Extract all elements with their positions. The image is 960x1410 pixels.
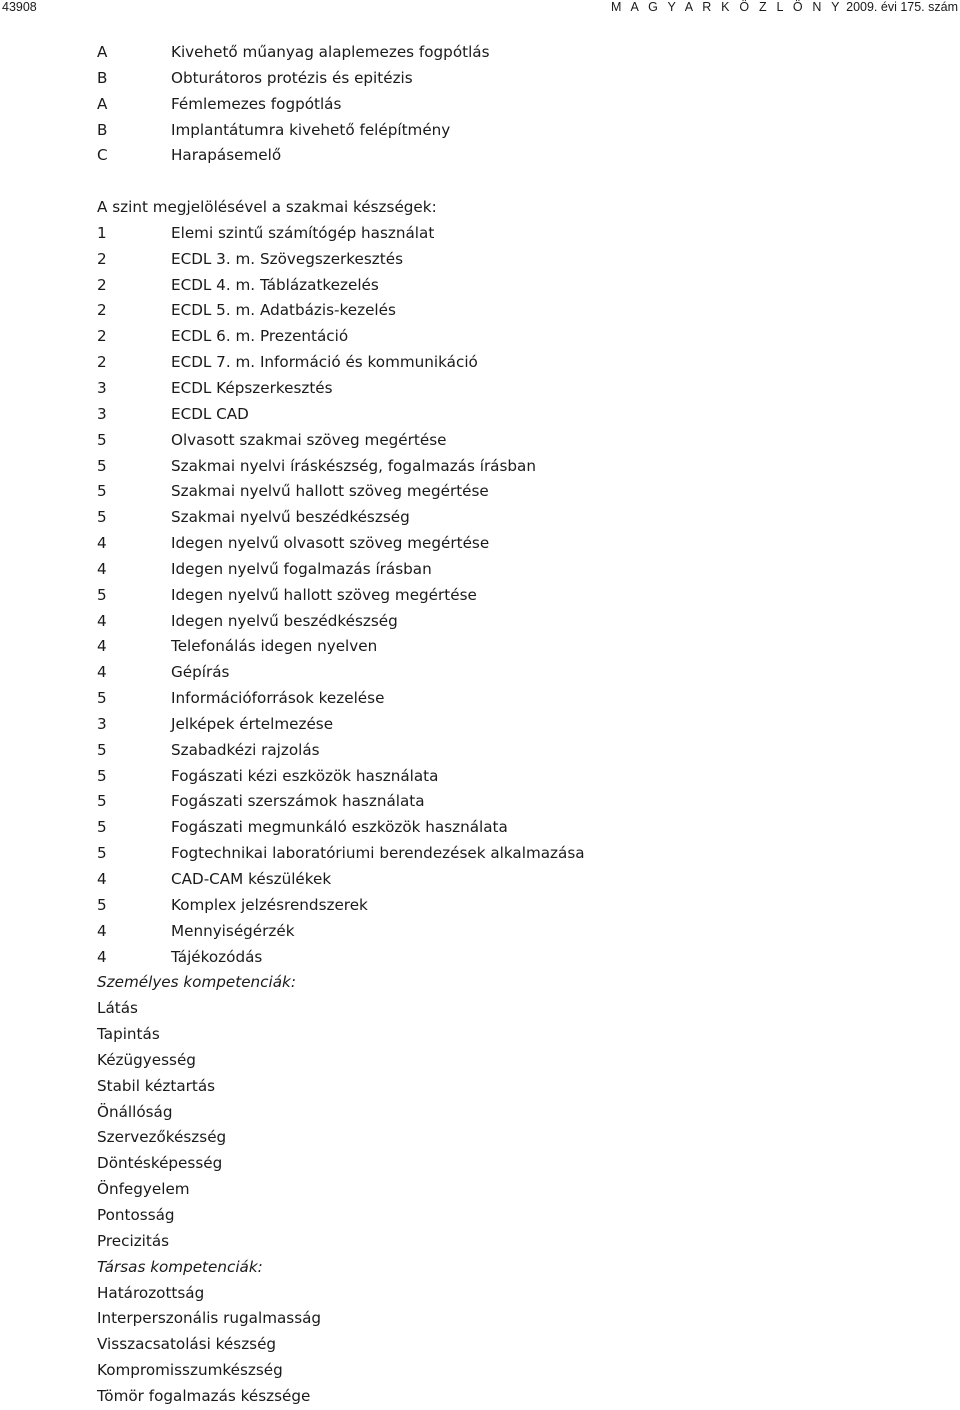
level-code: 5 bbox=[97, 766, 107, 785]
level-code: 3 bbox=[97, 714, 107, 733]
level-code: A bbox=[97, 94, 108, 113]
level-code: 5 bbox=[97, 430, 107, 449]
level-code: 4 bbox=[97, 663, 107, 682]
skill-row bbox=[97, 376, 947, 402]
journal-info bbox=[611, 0, 958, 14]
level-code: 4 bbox=[97, 559, 107, 578]
level-code: 5 bbox=[97, 508, 107, 527]
skill-row bbox=[97, 247, 947, 273]
skill-row bbox=[97, 764, 947, 790]
item-label: Fémlemezes fogpótlás bbox=[171, 94, 342, 113]
social-competencies-heading: Társas kompetenciák: bbox=[97, 1257, 263, 1276]
social-competency: Tömör fogalmazás készsége bbox=[97, 1386, 311, 1405]
page-header bbox=[0, 0, 960, 14]
skill-row bbox=[97, 298, 947, 324]
personal-competency: Pontosság bbox=[97, 1205, 175, 1224]
skill-label: Idegen nyelvű olvasott szöveg megértése bbox=[171, 534, 490, 553]
skill-row bbox=[97, 505, 947, 531]
skill-row bbox=[97, 815, 947, 841]
level-code: 4 bbox=[97, 534, 107, 553]
skill-row bbox=[97, 867, 947, 893]
skill-label: Idegen nyelvű fogalmazás írásban bbox=[171, 559, 432, 578]
skill-label: CAD-CAM készülékek bbox=[171, 870, 332, 888]
skill-row bbox=[97, 686, 947, 712]
skill-row bbox=[97, 479, 947, 505]
personal-competency: Önfegyelem bbox=[97, 1180, 190, 1199]
social-competency: Határozottság bbox=[97, 1283, 205, 1302]
item-label: Implantátumra kivehető felépítmény bbox=[171, 120, 451, 139]
skill-row bbox=[97, 634, 947, 660]
level-code: 2 bbox=[97, 353, 107, 372]
list-item bbox=[97, 118, 947, 144]
skill-row bbox=[97, 531, 947, 557]
skill-label: Fogtechnikai laboratóriumi berendezések alkalmazása bbox=[171, 844, 585, 863]
skill-row bbox=[97, 428, 947, 454]
list-item bbox=[97, 66, 947, 92]
personal-competency: Szervezőkészség bbox=[97, 1128, 227, 1147]
skill-label: ECDL 6. m. Prezentáció bbox=[171, 327, 349, 346]
level-code: B bbox=[97, 68, 108, 87]
skill-label: ECDL 5. m. Adatbázis-kezelés bbox=[171, 301, 396, 320]
skill-row bbox=[97, 557, 947, 583]
level-code: 4 bbox=[97, 870, 107, 888]
social-competency: Interperszonális rugalmasság bbox=[97, 1309, 322, 1328]
level-code: 1 bbox=[97, 223, 107, 242]
level-code: 3 bbox=[97, 404, 107, 423]
skill-row bbox=[97, 841, 947, 867]
level-code: 5 bbox=[97, 482, 107, 501]
skill-row bbox=[97, 221, 947, 247]
level-code: 5 bbox=[97, 895, 107, 914]
skill-row bbox=[97, 324, 947, 350]
issue-number: 2009. évi 175. szám bbox=[846, 0, 958, 14]
level-code: 4 bbox=[97, 947, 107, 966]
spacer bbox=[97, 169, 947, 195]
skill-label: Fogászati szerszámok használata bbox=[171, 792, 425, 811]
level-code: 5 bbox=[97, 844, 107, 863]
level-code: 2 bbox=[97, 301, 107, 320]
personal-competency: Kézügyesség bbox=[97, 1050, 196, 1069]
item-label: Kivehető műanyag alaplemezes fogpótlás bbox=[171, 43, 490, 61]
skill-label: Szakmai nyelvű beszédkészség bbox=[171, 508, 410, 527]
level-code: 4 bbox=[97, 921, 107, 940]
level-code: 2 bbox=[97, 275, 107, 294]
skill-row bbox=[97, 402, 947, 428]
skill-label: Komplex jelzésrendszerek bbox=[171, 895, 368, 914]
personal-competency: Tapintás bbox=[97, 1025, 160, 1044]
skill-row bbox=[97, 712, 947, 738]
skill-row bbox=[97, 738, 947, 764]
skill-row bbox=[97, 583, 947, 609]
personal-competencies-heading: Személyes kompetenciák: bbox=[97, 973, 296, 992]
skill-label: ECDL 7. m. Információ és kommunikáció bbox=[171, 353, 478, 372]
social-competency: Visszacsatolási készség bbox=[97, 1335, 277, 1354]
level-code: 5 bbox=[97, 792, 107, 811]
level-code: A bbox=[97, 43, 108, 61]
skill-label: Olvasott szakmai szöveg megértése bbox=[171, 430, 447, 449]
level-code: 5 bbox=[97, 585, 107, 604]
level-code: 2 bbox=[97, 249, 107, 268]
skill-label: Idegen nyelvű beszédkészség bbox=[171, 611, 398, 630]
skill-label: Tájékozódás bbox=[171, 947, 263, 966]
personal-competency: Stabil kéztartás bbox=[97, 1076, 216, 1095]
level-code: 5 bbox=[97, 740, 107, 759]
skill-row bbox=[97, 609, 947, 635]
item-label: Obturátoros protézis és epitézis bbox=[171, 68, 413, 87]
level-code: B bbox=[97, 120, 108, 139]
skill-row bbox=[97, 454, 947, 480]
skill-label: Idegen nyelvű hallott szöveg megértése bbox=[171, 585, 477, 604]
skill-label: Szakmai nyelvű hallott szöveg megértése bbox=[171, 482, 489, 501]
level-code: 5 bbox=[97, 689, 107, 708]
level-code: 5 bbox=[97, 818, 107, 837]
skill-label: ECDL 3. m. Szövegszerkesztés bbox=[171, 249, 403, 268]
skill-label: Mennyiségérzék bbox=[171, 921, 295, 940]
skill-label: Információforrások kezelése bbox=[171, 689, 385, 708]
skill-label: Fogászati kézi eszközök használata bbox=[171, 766, 439, 785]
skills-heading: A szint megjelölésével a szakmai készségek: bbox=[97, 198, 437, 217]
skill-label: ECDL 4. m. Táblázatkezelés bbox=[171, 275, 379, 294]
skill-label: Fogászati megmunkáló eszközök használata bbox=[171, 818, 508, 837]
list-item bbox=[97, 40, 947, 66]
skill-label: Jelképek értelmezése bbox=[171, 714, 334, 733]
skill-label: ECDL CAD bbox=[171, 404, 249, 423]
skill-row bbox=[97, 273, 947, 299]
skill-row bbox=[97, 789, 947, 815]
skill-label: Gépírás bbox=[171, 663, 230, 682]
level-code: 3 bbox=[97, 378, 107, 397]
list-item bbox=[97, 143, 947, 169]
skill-label: Szabadkézi rajzolás bbox=[171, 740, 320, 759]
skill-row bbox=[97, 919, 947, 945]
social-competency: Kompromisszumkészség bbox=[97, 1361, 283, 1380]
skill-row bbox=[97, 350, 947, 376]
page-number: 43908 bbox=[2, 0, 37, 14]
item-label: Harapásemelő bbox=[171, 146, 282, 165]
skill-label: Szakmai nyelvi íráskészség, fogalmazás írásban bbox=[171, 456, 536, 475]
personal-competency: Önállóság bbox=[97, 1102, 173, 1121]
skill-row bbox=[97, 945, 947, 971]
level-code: 2 bbox=[97, 327, 107, 346]
level-code: C bbox=[97, 146, 108, 165]
skill-row bbox=[97, 660, 947, 686]
level-code: 4 bbox=[97, 611, 107, 630]
skill-label: Elemi szintű számítógép használat bbox=[171, 223, 435, 242]
skill-row bbox=[97, 893, 947, 919]
journal-name: M A G Y A R K Ö Z L Ö N Y bbox=[610, 0, 843, 14]
level-code: 4 bbox=[97, 637, 107, 656]
skill-label: Telefonálás idegen nyelven bbox=[171, 637, 378, 656]
personal-competency: Döntésképesség bbox=[97, 1154, 223, 1173]
list-item bbox=[97, 92, 947, 118]
skill-label: ECDL Képszerkesztés bbox=[171, 378, 333, 397]
personal-competency: Precizitás bbox=[97, 1231, 170, 1250]
level-code: 5 bbox=[97, 456, 107, 475]
document-body bbox=[97, 40, 947, 1410]
personal-competency: Látás bbox=[97, 999, 138, 1018]
